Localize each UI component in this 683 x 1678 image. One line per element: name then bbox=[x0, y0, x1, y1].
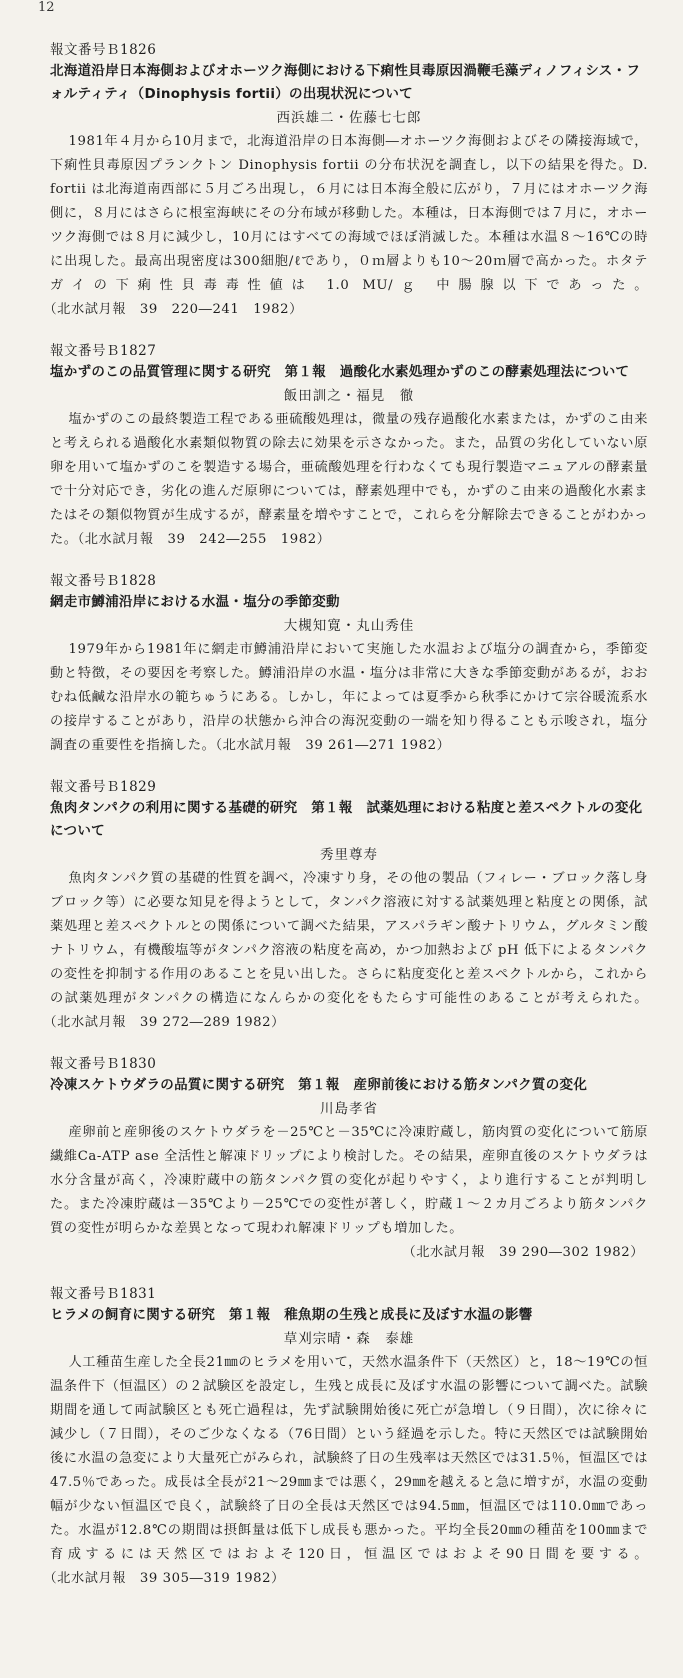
report-title: 冷凍スケトウダラの品質に関する研究 第１報 産卵前後における筋タンパク質の変化 bbox=[50, 1077, 588, 1093]
abstract-text: 1981年４月から10月まで，北海道沿岸の日本海側―オホーツク海側およびその隣接海域で，下痢性貝毒原因プランクトン Dinophysis fortii の分布状況を調査し，以下の結果を得た。D. fortii は北海道南西部に５月ごろ出現し，６月には日本海全般に広がり，７月にはオホーツク海側に，８月にはさらに根室海峡にその分布域が移動した。本種は，日本海側では７月に，オホーツク海側では８月に減少し，10月にはすべての海域でほぼ消滅した。本種は水温８～16℃の時に出現した。最高出現密度は300細胞/ℓであり，０ｍ層よりも10～20ｍ層で高かった。ホタテガイの下痢性貝毒毒性値は 1.0 MU/ｇ 中腸腺以下であった。 bbox=[50, 134, 648, 293]
report-citation: （北水試月報 39 305―319 1982） bbox=[50, 1571, 285, 1586]
report-b1827 bbox=[50, 341, 648, 552]
report-abstract bbox=[50, 1121, 648, 1241]
report-abstract bbox=[50, 867, 648, 1035]
report-b1828 bbox=[50, 571, 648, 758]
report-list bbox=[50, 40, 648, 1610]
abstract-text: 1979年から1981年に網走市鱒浦沿岸において実施した水温および塩分の調査から，季節変動と特徴，その要因を考察した。鱒浦沿岸の水温・塩分は非常に大きな季節変動があるが，おおむね低鹹な沿岸水の範ちゅうにある。しかし，年によっては夏季から秋季にかけて宗谷暖流系水の接岸することがあり，沿岸の状態から沖合の海況変動の一端を知り得ることも示唆され，塩分調査の重要性を指摘した。 bbox=[50, 642, 648, 753]
report-number: 報文番号Ｂ1826 bbox=[50, 42, 157, 58]
report-abstract bbox=[50, 408, 648, 552]
report-title: 魚肉タンパクの利用に関する基礎的研究 第１報 試薬処理における粘度と差スペクトルの変化について bbox=[50, 800, 643, 839]
abstract-text: 産卵前と産卵後のスケトウダラを－25℃と－35℃に冷凍貯蔵し，筋肉質の変化について筋原繊維Ca-ATP ase 全活性と解凍ドリップにより検討した。その結果，産卵直後のスケトウダラは水分含量が高く，冷凍貯蔵中の筋タンパク質の変化が起りやすく，より進行することが判明した。また冷凍貯蔵は－35℃より－25℃での変性が著しく，貯蔵１～２カ月ごろより筋タンパク質の変性が明らかな差異となって現われ解凍ドリップも増加した。 bbox=[50, 1125, 648, 1236]
report-authors: 大槻知寛・丸山秀佳 bbox=[283, 618, 415, 634]
report-authors: 草刈宗晴・森 泰雄 bbox=[283, 1331, 415, 1347]
report-title: 網走市鱒浦沿岸における水温・塩分の季節変動 bbox=[50, 594, 340, 610]
report-authors: 秀里尊寿 bbox=[320, 847, 378, 863]
report-b1831 bbox=[50, 1284, 648, 1591]
abstract-text: 魚肉タンパク質の基礎的性質を調べ，冷凍すり身，その他の製品（フィレー・ブロック落し身ブロック等）に必要な知見を得ようとして，タンパク溶液に対する試薬処理と粘度との関係，試薬処理と差スペクトルとの関係について調べた結果，アスパラギン酸ナトリウム，グルタミン酸ナトリウム，有機酸塩等がタンパク溶液の粘度を高め，かつ加熱および pH 低下によるタンパクの変性を抑制する作用のあることを見い出した。さらに粘度変化と差スペクトルから，これからの試薬処理がタンパクの構造になんらかの変化をもたらす可能性のあることが考えられた。 bbox=[50, 871, 648, 1006]
report-b1829 bbox=[50, 777, 648, 1035]
report-authors: 川島孝省 bbox=[320, 1101, 378, 1117]
report-citation: （北水試月報 39 290―302 1982） bbox=[402, 1245, 644, 1260]
report-citation: （北水試月報 39 220―241 1982） bbox=[50, 302, 303, 317]
report-title: 北海道沿岸日本海側およびオホーツク海側における下痢性貝毒原因渦鞭毛藻ディノフィシス・フォルティティ（Dinophysis fortii）の出現状況について bbox=[50, 63, 641, 102]
report-title: 塩かずのこの品質管理に関する研究 第１報 過酸化水素処理かずのこの酵素処理法について bbox=[50, 364, 630, 380]
report-citation: （北水試月報 39 272―289 1982） bbox=[50, 1015, 285, 1030]
report-authors: 飯田訓之・福見 徹 bbox=[283, 388, 415, 404]
report-b1830 bbox=[50, 1054, 648, 1265]
report-b1826 bbox=[50, 40, 648, 322]
report-number: 報文番号Ｂ1831 bbox=[50, 1286, 157, 1302]
page-number: 12 bbox=[38, 0, 55, 15]
report-abstract bbox=[50, 130, 648, 322]
report-number: 報文番号Ｂ1830 bbox=[50, 1056, 157, 1072]
report-number: 報文番号Ｂ1827 bbox=[50, 343, 157, 359]
report-number: 報文番号Ｂ1828 bbox=[50, 573, 157, 589]
report-title: ヒラメの飼育に関する研究 第１報 稚魚期の生残と成長に及ぼす水温の影響 bbox=[50, 1307, 533, 1323]
report-citation: （北水試月報 39 261―271 1982） bbox=[215, 738, 451, 753]
report-authors: 西浜雄二・佐藤七七郎 bbox=[276, 110, 422, 126]
report-abstract bbox=[50, 1351, 648, 1591]
report-abstract bbox=[50, 638, 648, 758]
report-citation: （北水試月報 39 242―255 1982） bbox=[77, 532, 331, 547]
abstract-text: 人工種苗生産した全長21㎜のヒラメを用いて，天然水温条件下（天然区）と，18～19℃の恒温条件下（恒温区）の２試験区を設定し，生残と成長に及ぼす水温の影響について調べた。試験期間を通して両試験区とも死亡過程は，先ず試験開始後に死亡が急増し（９日間），次に徐々に減少し（７日間），そのご少なくなる（76日間）という経過を示した。特に天然区では試験開始後に水温の急変により大量死亡がみられ，試験終了日の生残率は天然区では31.5％，恒温区では47.5％であった。成長は全長が21～29㎜までは悪く，29㎜を越えると急に増すが，水温の変動幅が少ない恒温区で良く，試験終了日の全長は天然区では94.5㎜，恒温区では110.0㎜であった。水温が12.8℃の期間は摂餌量は低下し成長も悪かった。平均全長20㎜の種苗を100㎜まで育成するには天然区ではおよそ120日，恒温区ではおよそ90日間を要する。 bbox=[50, 1355, 648, 1562]
abstract-text: 塩かずのこの最終製造工程である亜硫酸処理は，微量の残存過酸化水素または，かずのこ由来と考えられる過酸化水素類似物質の除去に効果を示さなかった。また，品質の劣化していない原卵を用いて塩かずのこを製造する場合，亜硫酸処理を行わなくても現行製造マニュアルの酵素量で十分対応でき，劣化の進んだ原卵については，酵素処理中でも，かずのこ由来の過酸化水素またはその類似物質が生成するが，酵素量を増やすことで，これらを分解除去できることがわかった。 bbox=[50, 412, 648, 547]
report-number: 報文番号Ｂ1829 bbox=[50, 779, 157, 795]
